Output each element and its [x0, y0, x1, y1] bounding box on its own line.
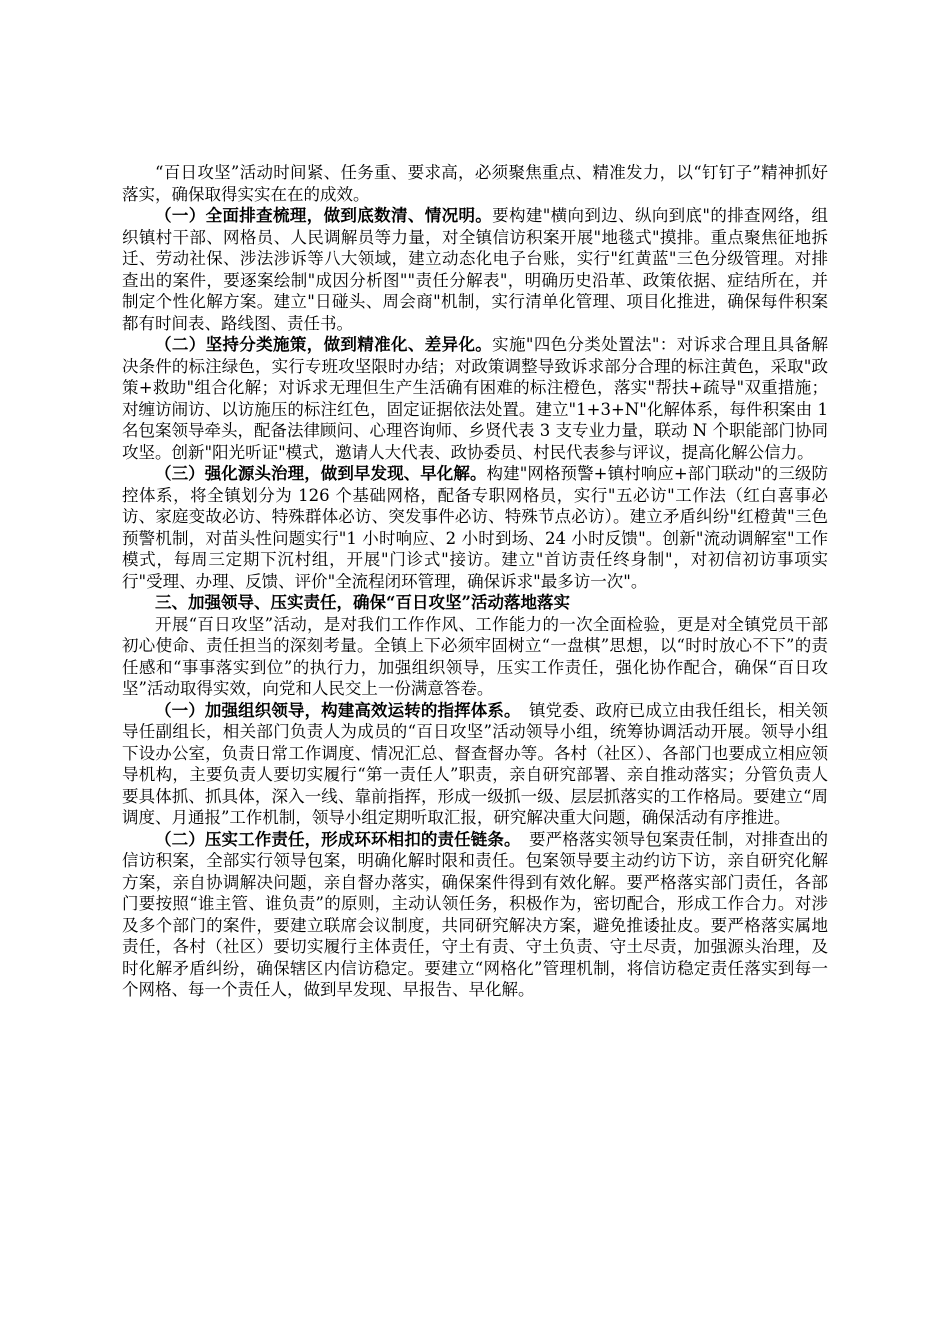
- document-body: [122, 162, 828, 1001]
- intro-paragraph: “百日攻坚”活动时间紧、任务重、要求高，必须聚焦重点、精准发力，以“钉钉子”精神抓好落实，确保取得实实在在的成效。: [122, 163, 828, 204]
- section-2-paragraph: [122, 334, 828, 463]
- section-1-paragraph: [122, 205, 828, 334]
- section-3-body: 构建"网格预警+镇村响应+部门联动"的三级防控体系，将全镇划分为 126 个基础网格，配备专职网格员，实行"五必访"工作法（红白喜事必访、家庭变故必访、特殊群体必访、突发事件必访、特殊节点必访）。建立矛盾纠纷"红橙黄"三色预警机制，对苗头性问题实行"1 小时响应、2 小时到场、24 小时反馈"。创新"流动调解室"工作模式，每周三定期下沉村组，开展"门诊式"接访。建立"首访责任终身制"，对初信初访事项实行"受理、办理、反馈、评价"全流程闭环管理，确保诉求"最多访一次"。: [122, 464, 828, 591]
- section-3-heading: （三）强化源头治理，做到早发现、早化解。: [155, 464, 487, 483]
- responsibility-body: 要严格落实领导包案责任制，对排查出的信访积案，全部实行领导包案，明确化解时限和责任。包案领导要主动约访下访，亲自研究化解方案，亲自协调解决问题，亲自督办落实，确保案件得到有效化解。要严格落实部门责任，各部门要按照“谁主管、谁负责”的原则，主动认领任务，积极作为，密切配合，形成工作合力。对涉及多个部门的案件，要建立联席会议制度，共同研究解决方案，避免推诿扯皮。要严格落实属地责任，各村（社区）要切实履行主体责任，守土有责、守土负责、守土尽责，加强源头治理，及时化解矛盾纠纷，确保辖区内信访稳定。要建立“网格化”管理机制，将信访稳定责任落实到每一个网格、每一个责任人，做到早发现、早报告、早化解。: [122, 829, 829, 999]
- chapter-three-heading: 三、加强领导、压实责任，确保“百日攻坚”活动落地落实: [155, 593, 570, 612]
- responsibility-heading: （二）压实工作责任，形成环环相扣的责任链条。: [155, 829, 513, 849]
- section-3-paragraph: [122, 463, 828, 592]
- chapter-three-intro: 开展“百日攻坚”活动，是对我们工作作风、工作能力的一次全面检验，更是对全镇党员干部初心使命、责任担当的深刻考量。全镇上下必须牢固树立“一盘棋”思想，以“时时放心不下”的责任感和“事事落实到位”的执行力，加强组织领导，压实工作责任，强化协作配合，确保“百日攻坚”活动取得实效，向党和人民交上一份满意答卷。: [122, 614, 828, 698]
- section-1-heading: （一）全面排查梳理，做到底数清、情况明。: [155, 206, 493, 225]
- section-2-body: 实施"四色分类处置法"：对诉求合理且具备解决条件的标注绿色，实行专班攻坚限时办结；对政策调整导致诉求部分合理的标注黄色，采取"政策+救助"组合化解；对诉求无理但生产生活确有困难的标注橙色，落实"帮扶+疏导"双重措施；对缠访闹访、以访施压的标注红色，固定证据依法处置。建立"1+3+N"化解体系，每件积案由 1 名包案领导牵头，配备法律顾问、心理咨询师、乡贤代表 3 支专业力量，联动 N 个职能部门协同攻坚。创新"阳光听证"模式，邀请人大代表、政协委员、村民代表参与评议，提高化解公信力。: [122, 335, 828, 462]
- leadership-heading: （一）加强组织领导，构建高效运转的指挥体系。: [155, 700, 513, 720]
- leadership-paragraph: [122, 700, 828, 829]
- leadership-body: 镇党委、政府已成立由我任组长，相关领导任副组长，相关部门负责人为成员的“百日攻坚”活动领导小组，统筹协调活动开展。领导小组下设办公室，负责日常工作调度、情况汇总、督查督办等。各村（社区）、各部门也要成立相应领导机构，主要负责人要切实履行“第一责任人”职责，亲自研究部署、亲自推动落实；分管负责人要具体抓、抓具体，深入一线、靠前指挥，形成一级抓一级、层层抓落实的工作格局。要建立“周调度、月通报”工作机制，领导小组定期听取汇报，研究解决重大问题，确保活动有序推进。: [122, 700, 829, 827]
- section-1-body: 要构建"横向到边、纵向到底"的排查网络，组织镇村干部、网格员、人民调解员等力量，对全镇信访积案开展"地毯式"摸排。重点聚焦征地拆迁、劳动社保、涉法涉诉等八大领域，建立动态化电子台账，实行"红黄蓝"三色分级管理。对排查出的案件，要逐案绘制"成因分析图""责任分解表"，明确历史沿革、政策依据、症结所在，并制定个性化解方案。建立"日碰头、周会商"机制，实行清单化管理、项目化推进，确保每件积案都有时间表、路线图、责任书。: [122, 206, 828, 333]
- section-2-heading: （二）坚持分类施策，做到精准化、差异化。: [155, 335, 493, 354]
- responsibility-paragraph: [122, 829, 828, 1001]
